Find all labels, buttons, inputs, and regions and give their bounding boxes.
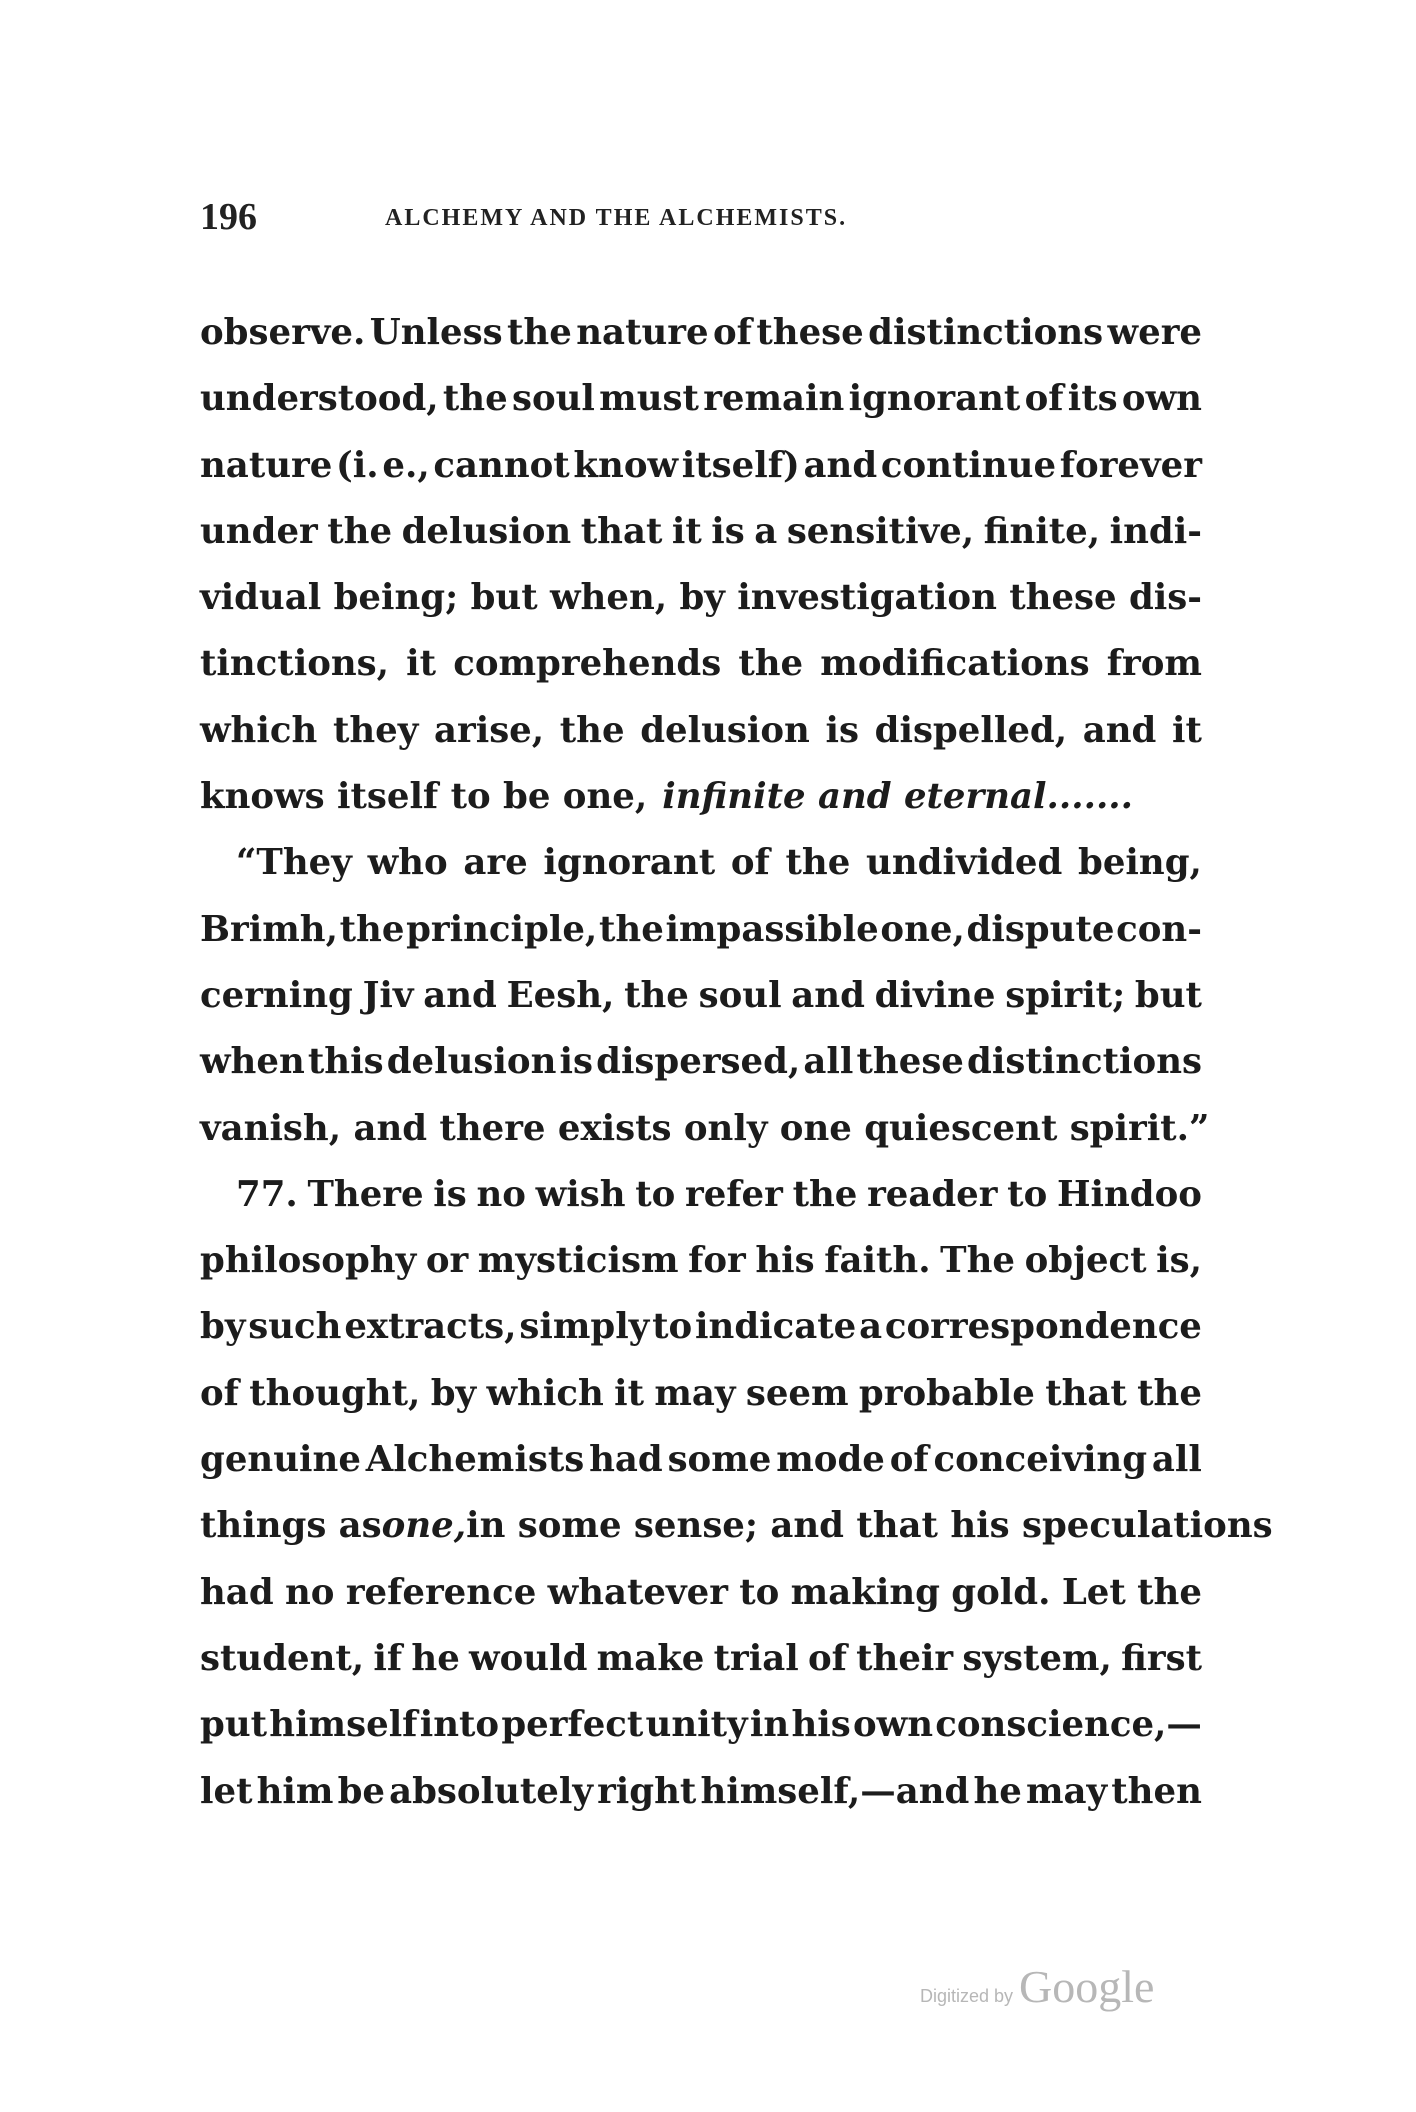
word: Alchemists: [365, 1439, 585, 1481]
word: whatever: [547, 1571, 728, 1613]
word: Brimh,: [200, 908, 338, 950]
word: and: [423, 974, 497, 1016]
word: these: [856, 1041, 964, 1083]
word: were: [1107, 312, 1202, 353]
text-line: [200, 1759, 1202, 1825]
word: the: [559, 709, 625, 751]
word: and: [791, 974, 865, 1016]
word: these: [1009, 577, 1117, 619]
word: when: [200, 1041, 305, 1083]
word: reader: [867, 1173, 998, 1215]
text-line: [200, 1692, 1202, 1758]
word: such: [248, 1306, 342, 1348]
word: con-: [1116, 908, 1202, 950]
word: vidual: [200, 577, 322, 619]
word: trial: [713, 1637, 799, 1679]
text-line: [200, 1294, 1202, 1360]
watermark-prefix: Digitized by: [920, 1986, 1014, 2006]
word: dispersed,: [596, 1041, 801, 1083]
word: indi-: [1109, 510, 1202, 552]
text-line: [200, 1361, 1202, 1427]
word: they: [332, 709, 419, 751]
text-line: [200, 565, 1202, 631]
word: some: [667, 1439, 772, 1481]
word: let: [200, 1770, 253, 1812]
word: wish: [535, 1173, 626, 1215]
word: he: [973, 1770, 1022, 1812]
word: Jiv: [362, 974, 414, 1016]
word: may: [1025, 1770, 1108, 1812]
word: absolutely: [389, 1770, 593, 1812]
text-line: [200, 1493, 1273, 1559]
text-line: [200, 1096, 1210, 1162]
word: is: [559, 1041, 593, 1083]
word: first: [1121, 1637, 1202, 1679]
word: it: [1172, 709, 1202, 751]
word: cerning: [200, 974, 353, 1016]
word: and: [803, 444, 878, 486]
italic-word: one,: [381, 1505, 467, 1547]
text-line: [200, 1029, 1202, 1095]
word: or: [425, 1240, 469, 1282]
word: which: [200, 709, 318, 751]
word: modifications: [820, 643, 1090, 685]
word: the: [792, 1173, 858, 1215]
word: being;: [333, 577, 459, 619]
word: perfect: [501, 1704, 644, 1746]
word: extracts,: [344, 1306, 517, 1348]
word: it: [614, 1372, 644, 1414]
word: right: [597, 1770, 697, 1812]
word: by: [430, 1372, 477, 1414]
word: nature: [200, 444, 333, 486]
word: philosophy: [200, 1240, 417, 1282]
google-logo: Google: [1019, 1961, 1155, 2012]
word: all: [803, 1041, 854, 1083]
word: the: [598, 908, 664, 950]
word: in: [749, 1704, 790, 1746]
word: Unless: [369, 312, 503, 353]
text-line: [200, 698, 1202, 764]
word: There: [307, 1173, 424, 1215]
word: student,: [200, 1637, 365, 1679]
word: the: [1137, 1571, 1202, 1613]
running-title: ALCHEMY AND THE ALCHEMISTS.: [385, 205, 848, 231]
word: are: [463, 842, 528, 884]
italic-phrase: infinite and eternal.......: [662, 776, 1134, 818]
word: undivided: [866, 842, 1063, 884]
paragraph-77-line: [200, 1162, 1202, 1228]
word: he: [411, 1637, 460, 1679]
page-header: [200, 195, 1200, 245]
word: a: [859, 1306, 883, 1348]
word: all: [1151, 1439, 1202, 1481]
word: would: [469, 1637, 588, 1679]
word: but: [470, 577, 538, 619]
word: a: [754, 510, 778, 552]
word: thought,: [249, 1372, 421, 1414]
word: the: [1137, 1372, 1202, 1414]
word: it: [406, 643, 437, 685]
word: seem: [745, 1372, 849, 1414]
word: dis-: [1128, 577, 1202, 619]
word: of: [807, 1637, 847, 1679]
word: making: [790, 1571, 940, 1613]
word: gold.: [951, 1571, 1051, 1613]
word: if: [373, 1637, 403, 1679]
word: ignorant: [848, 378, 1021, 420]
word: faith.: [824, 1240, 931, 1282]
word: divine: [874, 974, 996, 1016]
word: then: [1111, 1770, 1202, 1812]
word: forever: [1059, 444, 1202, 486]
word: for: [688, 1240, 746, 1282]
word: mode: [776, 1439, 885, 1481]
word: refer: [685, 1173, 783, 1215]
word: the: [507, 312, 572, 353]
word: cannot: [433, 444, 570, 486]
word: distinctions: [967, 1041, 1202, 1083]
word: the: [339, 908, 405, 950]
text-line: [200, 366, 1202, 432]
word: (i.: [336, 444, 379, 486]
word: e.,: [382, 444, 430, 486]
text-line: [200, 1560, 1202, 1626]
word: his: [755, 1240, 815, 1282]
word: by: [200, 1306, 246, 1348]
word: him: [256, 1770, 334, 1812]
word: delusion: [640, 709, 810, 751]
word: his: [791, 1704, 851, 1746]
word: dispute: [966, 908, 1115, 950]
word: investigation: [737, 577, 997, 619]
word: under: [200, 510, 318, 552]
word: no: [476, 1173, 526, 1215]
word: dispelled,: [874, 709, 1068, 751]
word: the: [785, 842, 851, 884]
word: tinctions,: [200, 643, 390, 685]
word: the: [442, 378, 508, 420]
text-line: [200, 499, 1202, 565]
body-text: [200, 300, 1273, 1825]
word: own: [852, 1704, 934, 1746]
word: being,: [1078, 842, 1202, 884]
word: who: [367, 842, 448, 884]
word: to: [652, 1306, 693, 1348]
word: Eesh,: [506, 974, 615, 1016]
text-line: [200, 897, 1202, 963]
text-segment: things as: [200, 1505, 382, 1547]
word: its: [1067, 378, 1118, 420]
text-segment: knows itself to be one,: [200, 776, 648, 818]
word: reference: [345, 1571, 537, 1613]
word: and: [1082, 709, 1157, 751]
word: distinctions: [868, 312, 1104, 353]
text-line: [200, 300, 1202, 366]
word: simply: [519, 1306, 650, 1348]
word: object: [1024, 1240, 1147, 1282]
text-line: [200, 1427, 1202, 1493]
word: finite,: [983, 510, 1101, 552]
word: Let: [1061, 1571, 1126, 1613]
word: delusion: [401, 510, 572, 552]
word: that: [580, 510, 663, 552]
word: when,: [549, 577, 668, 619]
word: 77.: [236, 1173, 298, 1215]
page-number: 196: [200, 196, 257, 238]
text-segment: vanish, and there exists only one quiescent spirit.”: [200, 1107, 1210, 1149]
word: make: [596, 1637, 705, 1679]
word: arise,: [434, 709, 545, 751]
word: principle,: [406, 908, 598, 950]
word: soul: [511, 378, 595, 420]
word: from: [1106, 643, 1202, 685]
text-segment: in some sense; and that his speculations: [466, 1505, 1273, 1547]
word: itself): [681, 444, 800, 486]
word: understood,: [200, 378, 439, 420]
word: of: [200, 1372, 239, 1414]
word: must: [599, 378, 699, 420]
word: it: [671, 510, 702, 552]
word: sensitive,: [786, 510, 975, 552]
word: Hindoo: [1056, 1173, 1202, 1215]
word: The: [940, 1240, 1015, 1282]
word: which: [486, 1372, 604, 1414]
word: impassible: [665, 908, 879, 950]
word: put: [200, 1704, 268, 1746]
word: but: [1134, 974, 1202, 1016]
text-line: [200, 433, 1202, 499]
word: may: [654, 1372, 736, 1414]
word: comprehends: [453, 643, 722, 685]
word: of: [712, 312, 752, 353]
word: spirit;: [1005, 974, 1126, 1016]
word: had: [589, 1439, 663, 1481]
word: the: [327, 510, 393, 552]
word: of: [730, 842, 770, 884]
word: ignorant: [543, 842, 716, 884]
text-line: [200, 1626, 1202, 1692]
text-line: [200, 764, 1202, 830]
word: no: [284, 1571, 335, 1613]
word: know: [573, 444, 679, 486]
word: to: [1007, 1173, 1048, 1215]
word: delusion: [386, 1041, 557, 1083]
quote-line: [200, 830, 1202, 896]
word: system,: [962, 1637, 1112, 1679]
word: of: [889, 1439, 929, 1481]
text-line: [200, 1228, 1202, 1294]
word: is: [825, 709, 859, 751]
word: indicate: [695, 1306, 857, 1348]
word: to: [739, 1571, 780, 1613]
word: of: [1024, 378, 1064, 420]
word: correspondence: [884, 1306, 1202, 1348]
word: by: [679, 577, 725, 619]
word: is,: [1156, 1240, 1202, 1282]
word: to: [635, 1173, 676, 1215]
word: remain: [703, 378, 845, 420]
word: own: [1121, 378, 1202, 420]
word: continue: [880, 444, 1057, 486]
word: nature: [576, 312, 709, 353]
word: be: [337, 1770, 385, 1812]
word: these: [756, 312, 864, 353]
word: their: [856, 1637, 954, 1679]
word: genuine: [200, 1439, 361, 1481]
word: soul: [698, 974, 782, 1016]
word: that: [1045, 1372, 1127, 1414]
word: conceiving: [933, 1439, 1148, 1481]
word: into: [419, 1704, 500, 1746]
word: unity: [645, 1704, 748, 1746]
word: observe.: [200, 312, 366, 353]
word: the: [624, 974, 689, 1016]
word: is: [711, 510, 745, 552]
word: probable: [858, 1372, 1035, 1414]
word: this: [307, 1041, 384, 1083]
word: conscience,—: [935, 1704, 1202, 1746]
word: “They: [236, 842, 352, 884]
word: the: [738, 643, 804, 685]
word: himself: [269, 1704, 418, 1746]
word: himself,—and: [700, 1770, 970, 1812]
word: one,: [880, 908, 965, 950]
word: had: [200, 1571, 274, 1613]
digitized-by-google-watermark: [920, 1960, 1154, 2013]
text-line: [200, 631, 1202, 697]
word: mysticism: [477, 1240, 679, 1282]
text-line: [200, 963, 1202, 1029]
word: is: [433, 1173, 467, 1215]
